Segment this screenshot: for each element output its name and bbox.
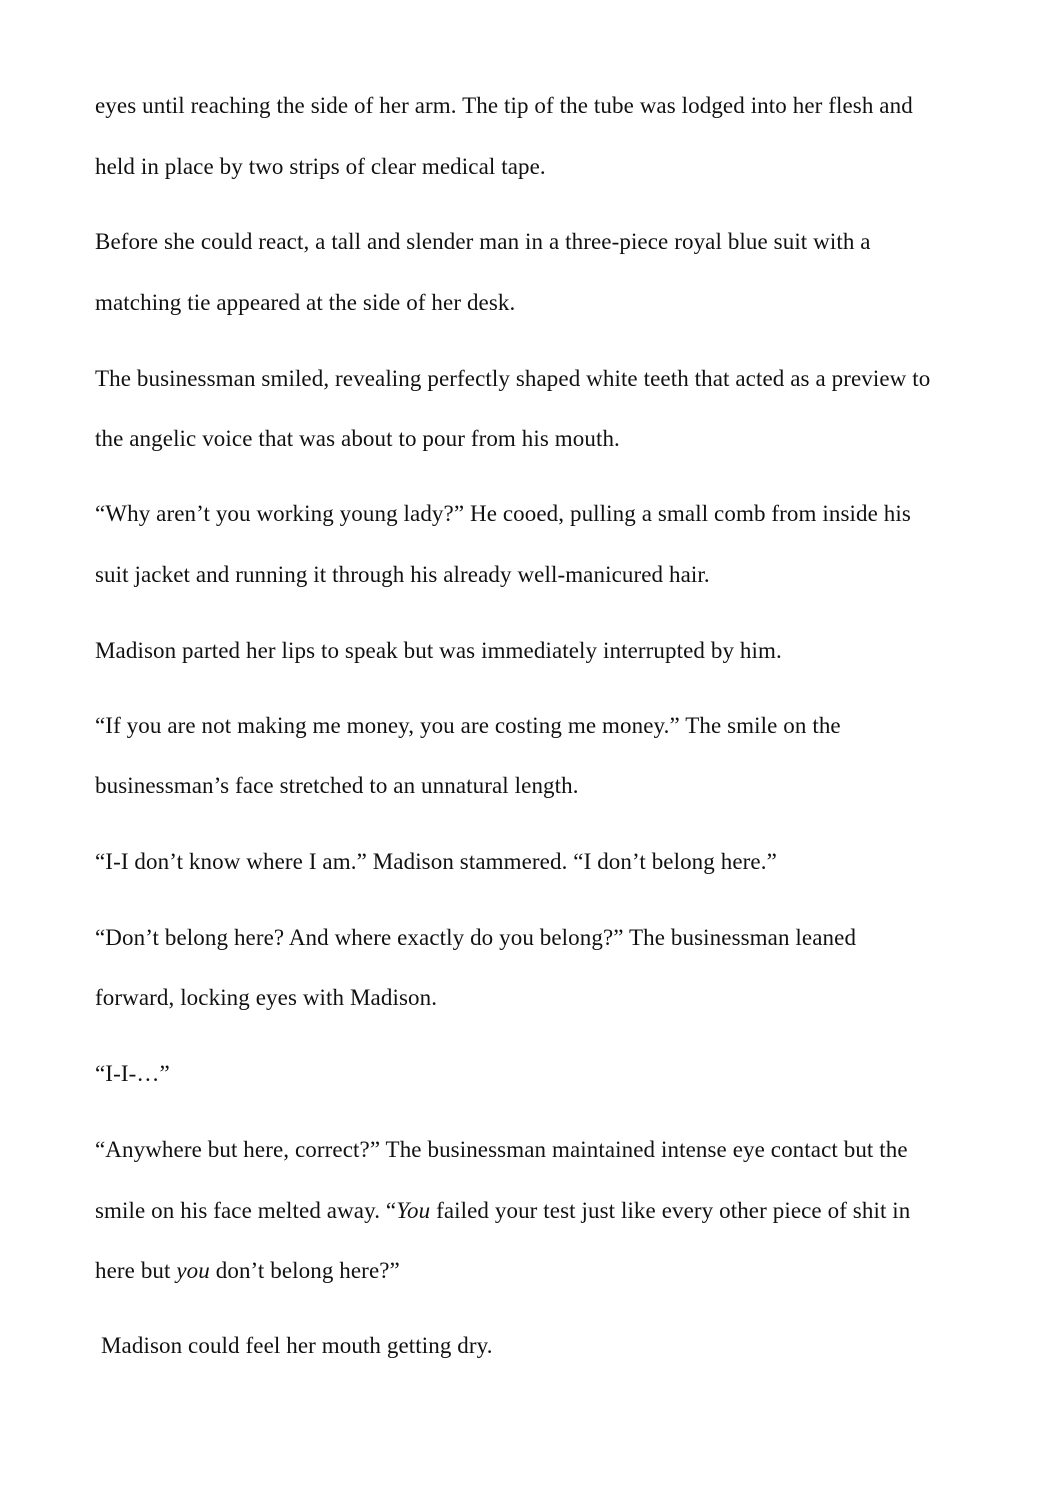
text-line: held in place by two strips of clear medical tape. <box>95 154 546 179</box>
text-line: The businessman smiled, revealing perfectly shaped white teeth that acted as a preview to <box>95 366 931 391</box>
text-line: forward, locking eyes with Madison. <box>95 985 438 1010</box>
text-line: suit jacket and running it through his already well-manicured hair. <box>95 562 710 587</box>
italic-text: you <box>176 1258 210 1283</box>
text-line: the angelic voice that was about to pour from his mouth. <box>95 426 620 451</box>
italic-text: You <box>396 1198 431 1223</box>
text-line: eyes until reaching the side of her arm. The tip of the tube was lodged into her flesh and <box>95 93 913 118</box>
text-line: “I-I don’t know where I am.” Madison stammered. “I don’t belong here.” <box>95 849 777 874</box>
text-line: “Don’t belong here? And where exactly do you belong?” The businessman leaned <box>95 925 857 950</box>
text-line: Madison parted her lips to speak but was immediately interrupted by him. <box>95 638 782 663</box>
text-line: matching tie appeared at the side of her desk. <box>95 290 516 315</box>
text-span: don’t belong here?” <box>209 1258 400 1283</box>
text-span: failed your test just like every other piece of shit in <box>430 1198 911 1223</box>
text-span: here but <box>95 1258 177 1283</box>
text-line: Madison could feel her mouth getting dry. <box>101 1333 493 1358</box>
text-line: businessman’s face stretched to an unnatural length. <box>95 773 579 798</box>
text-line: “If you are not making me money, you are costing me money.” The smile on the <box>95 713 841 738</box>
text-line <box>95 1256 400 1286</box>
text-line <box>95 1196 910 1226</box>
text-line: Before she could react, a tall and slender man in a three-piece royal blue suit with a <box>95 229 871 254</box>
text-line: “Why aren’t you working young lady?” He cooed, pulling a small comb from inside his <box>95 501 911 526</box>
text-line: “I-I-…” <box>95 1061 170 1086</box>
text-line: “Anywhere but here, correct?” The businessman maintained intense eye contact but the <box>95 1137 908 1162</box>
text-span: smile on his face melted away. “ <box>95 1198 397 1223</box>
